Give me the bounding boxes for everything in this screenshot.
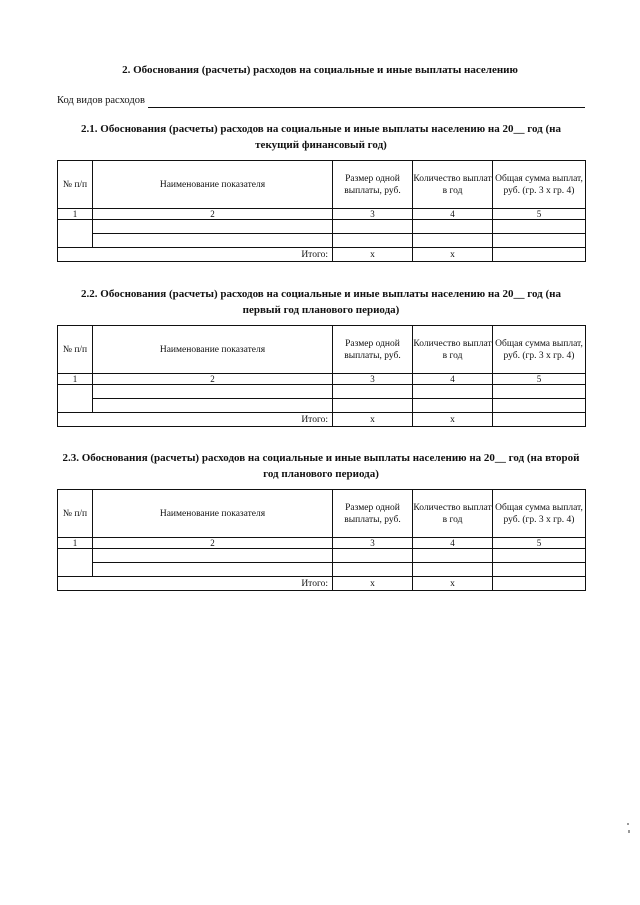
table-cell — [58, 399, 93, 413]
column-number: 5 — [493, 209, 586, 220]
table-header-row — [58, 490, 586, 538]
column-number: 1 — [58, 538, 93, 549]
table-cell — [413, 234, 493, 248]
table-cell — [333, 399, 413, 413]
table-cell — [58, 563, 93, 577]
total-sum-cell — [493, 413, 586, 427]
header-sum: Общая сумма выплат, руб. (гр. 3 х гр. 4) — [493, 161, 586, 209]
table-row — [58, 549, 586, 563]
table-row — [58, 563, 586, 577]
table-row — [58, 234, 586, 248]
table-header-row — [58, 161, 586, 209]
header-num: № п/п — [58, 161, 93, 209]
table-cell — [58, 549, 93, 563]
total-count-cross: х — [413, 413, 493, 427]
column-number: 5 — [493, 374, 586, 385]
total-label: Итого: — [58, 577, 333, 591]
column-number: 3 — [333, 374, 413, 385]
header-count: Количество выплат в год — [413, 490, 493, 538]
expense-code-blank — [148, 97, 585, 108]
header-count: Количество выплат в год — [413, 326, 493, 374]
header-name: Наименование показателя — [93, 326, 333, 374]
document-title: 2. Обоснования (расчеты) расходов на социальные и иные выплаты населению — [122, 64, 518, 76]
table-header-row — [58, 326, 586, 374]
header-sum: Общая сумма выплат, руб. (гр. 3 х гр. 4) — [493, 490, 586, 538]
calculation-table — [57, 160, 586, 262]
table-cell — [93, 399, 333, 413]
table-cell — [493, 220, 586, 234]
header-size: Размер одной выплаты, руб. — [333, 161, 413, 209]
expense-code-line — [57, 94, 585, 108]
column-number: 2 — [93, 209, 333, 220]
section-2-3 — [57, 450, 585, 591]
table-row — [58, 385, 586, 399]
table-cell — [413, 399, 493, 413]
scan-speck — [627, 823, 629, 825]
total-count-cross: х — [413, 248, 493, 262]
table-cell — [413, 385, 493, 399]
section-2-1 — [57, 121, 585, 262]
table-cell — [93, 220, 333, 234]
table-cell — [93, 563, 333, 577]
total-sum-cell — [493, 577, 586, 591]
total-sum-cell — [493, 248, 586, 262]
header-name: Наименование показателя — [93, 490, 333, 538]
column-number-row — [58, 374, 586, 385]
table-cell — [58, 385, 93, 399]
column-number: 4 — [413, 209, 493, 220]
scan-speck — [628, 830, 630, 833]
total-size-cross: х — [333, 248, 413, 262]
table-cell — [413, 563, 493, 577]
table-cell — [493, 549, 586, 563]
column-number: 1 — [58, 374, 93, 385]
table-cell — [493, 399, 586, 413]
table-cell — [333, 549, 413, 563]
header-name: Наименование показателя — [93, 161, 333, 209]
table-cell — [58, 234, 93, 248]
total-size-cross: х — [333, 577, 413, 591]
table-cell — [333, 385, 413, 399]
section-heading: 2.2. Обоснования (расчеты) расходов на социальные и иные выплаты населению на 20__ год (на первый год планового периода) — [81, 288, 561, 316]
column-number-row — [58, 538, 586, 549]
table-cell — [493, 234, 586, 248]
section-2-2 — [57, 286, 585, 427]
column-number: 4 — [413, 538, 493, 549]
section-heading: 2.1. Обоснования (расчеты) расходов на социальные и иные выплаты населению на 20__ год (на текущий финансовый год) — [81, 123, 561, 151]
table-cell — [58, 220, 93, 234]
total-label: Итого: — [58, 248, 333, 262]
table-cell — [93, 234, 333, 248]
table-cell — [413, 220, 493, 234]
column-number: 3 — [333, 209, 413, 220]
header-count: Количество выплат в год — [413, 161, 493, 209]
total-row — [58, 248, 586, 262]
table-cell — [493, 385, 586, 399]
table-cell — [93, 385, 333, 399]
header-size: Размер одной выплаты, руб. — [333, 490, 413, 538]
table-cell — [493, 563, 586, 577]
column-number: 2 — [93, 538, 333, 549]
total-row — [58, 577, 586, 591]
total-count-cross: х — [413, 577, 493, 591]
header-sum: Общая сумма выплат, руб. (гр. 3 х гр. 4) — [493, 326, 586, 374]
total-label: Итого: — [58, 413, 333, 427]
header-num: № п/п — [58, 490, 93, 538]
table-row — [58, 220, 586, 234]
calculation-table — [57, 325, 586, 427]
table-cell — [413, 549, 493, 563]
column-number: 3 — [333, 538, 413, 549]
table-cell — [333, 563, 413, 577]
column-number: 2 — [93, 374, 333, 385]
column-number-row — [58, 209, 586, 220]
column-number: 5 — [493, 538, 586, 549]
section-heading: 2.3. Обоснования (расчеты) расходов на социальные и иные выплаты населению на 20__ год (на второй год планового периода) — [62, 452, 580, 480]
table-row — [58, 399, 586, 413]
header-size: Размер одной выплаты, руб. — [333, 326, 413, 374]
expense-code-label: Код видов расходов — [57, 95, 145, 106]
column-number: 1 — [58, 209, 93, 220]
calculation-table — [57, 489, 586, 591]
total-size-cross: х — [333, 413, 413, 427]
table-cell — [93, 549, 333, 563]
table-cell — [333, 220, 413, 234]
total-row — [58, 413, 586, 427]
header-num: № п/п — [58, 326, 93, 374]
table-cell — [333, 234, 413, 248]
column-number: 4 — [413, 374, 493, 385]
